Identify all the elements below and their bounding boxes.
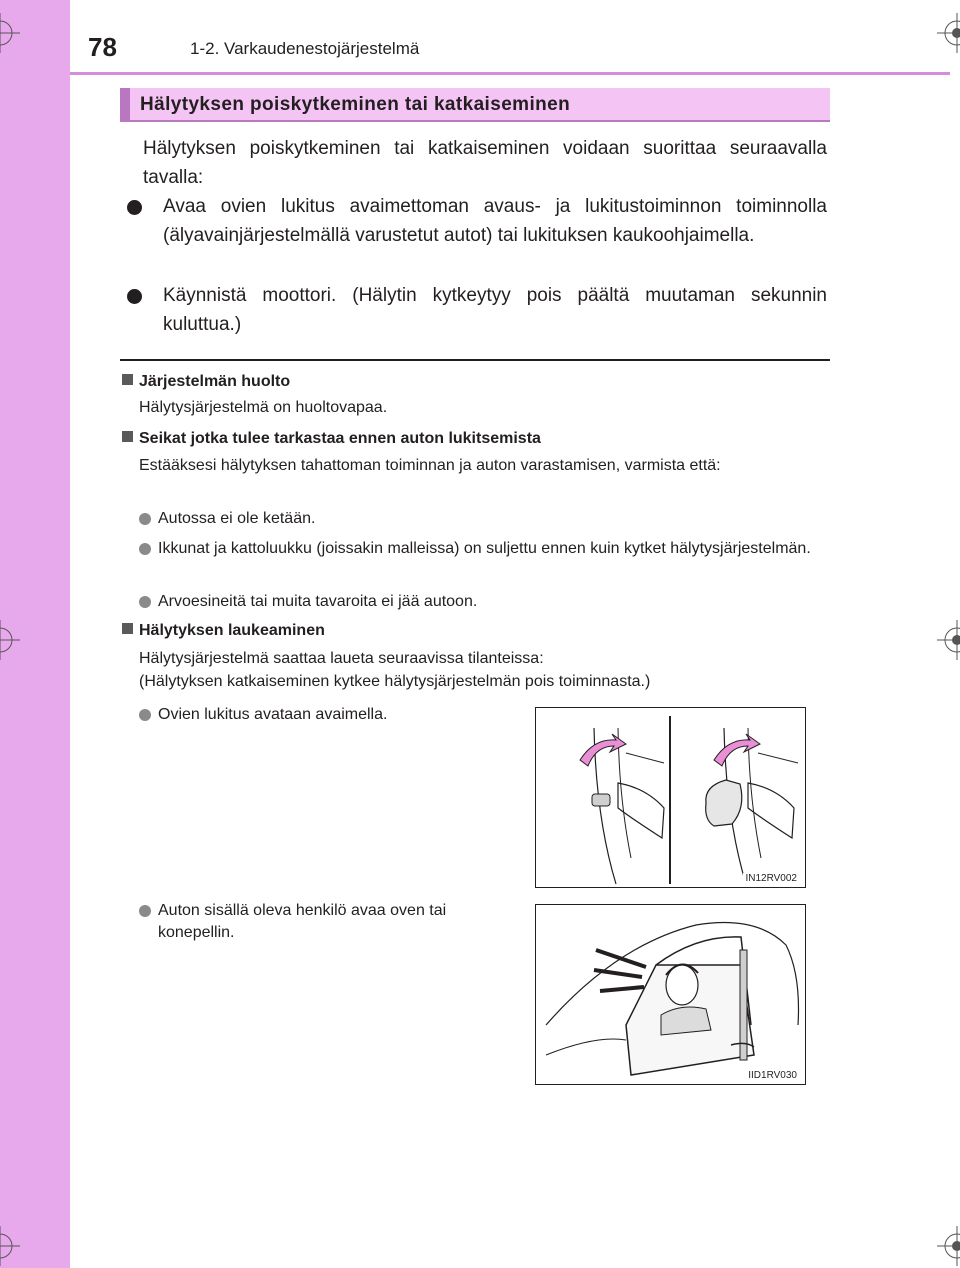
square-bullet-icon [122,431,133,442]
section-heading [120,88,830,122]
crop-mark-icon [937,1226,960,1266]
door-key-illustration [535,707,806,888]
note-heading [122,621,325,641]
procedure-bullet [127,281,827,339]
note-text: Hälytysjärjestelmä saattaa laueta seuraavissa tilanteissa: [139,650,544,667]
note-title: Järjestelmän huolto [139,373,291,390]
crop-mark-icon [0,13,20,53]
bullet-icon [127,289,142,304]
list-item-text: Ovien lukitus avataan avaimella. [158,706,388,723]
note-title: Seikat jotka tulee tarkastaa ennen auton lukitsemista [139,430,541,447]
crop-mark-icon [0,620,20,660]
list-item-text: Autossa ei ole ketään. [158,510,316,527]
chapter-title: 1-2. Varkaudenestojärjestelmä [190,39,420,58]
crop-mark-icon [0,1226,20,1266]
page-number: 78 [88,32,117,62]
section-divider [120,359,830,361]
bullet-icon [139,596,151,608]
bullet-icon [139,905,151,917]
list-item-text: Auton sisällä oleva henkilö avaa oven tai konepellin. [158,902,447,941]
square-bullet-icon [122,374,133,385]
note-text: Hälytysjärjestelmä on huoltovapaa. [139,399,388,416]
figure-code: IID1RV030 [748,1070,797,1081]
procedure-bullet [127,192,827,250]
square-bullet-icon [122,623,133,634]
list-item [139,538,829,560]
bullet-icon [127,200,142,215]
bullet-icon [139,709,151,721]
person-opening-door-illustration [535,904,806,1085]
crop-mark-icon [937,13,960,53]
note-heading [122,429,541,449]
door-key-drawing [536,708,807,889]
bullet-text: Avaa ovien lukitus avaimettoman avaus- ja lukitustoiminnon toiminnolla (älyavainjärjestelmällä varustetut autot) tai lukituksen kaukoohjaimella. [163,196,827,246]
bullet-icon [139,513,151,525]
note-heading [122,372,290,392]
bullet-icon [139,543,151,555]
list-item-text: Ikkunat ja kattoluukku (joissakin malleissa) on suljettu ennen kuin kytket hälytysjärjestelmän. [158,540,811,557]
figure-code: IN12RV002 [745,873,797,884]
person-door-drawing [536,905,807,1086]
list-item [139,704,519,726]
note-text: (Hälytyksen katkaiseminen kytkee hälytysjärjestelmän pois toiminnasta.) [139,673,651,690]
crop-mark-icon [937,620,960,660]
list-item [139,508,829,530]
header-rule [70,72,950,75]
note-title: Hälytyksen laukeaminen [139,622,325,639]
list-item [139,591,829,613]
section-title: Hälytyksen poiskytkeminen tai katkaiseminen [140,94,571,115]
list-item-text: Arvoesineitä tai muita tavaroita ei jää autoon. [158,593,478,610]
note-text: Estääksesi hälytyksen tahattoman toiminnan ja auton varastamisen, varmista että: [139,457,721,474]
bullet-text: Käynnistä moottori. (Hälytin kytkeytyy pois päältä muutaman sekunnin kuluttua.) [163,285,827,335]
section-heading-accent [120,88,130,120]
intro-paragraph: Hälytyksen poiskytkeminen tai katkaiseminen voidaan suorittaa seuraavalla tavalla: [143,138,827,188]
list-item [139,900,519,944]
